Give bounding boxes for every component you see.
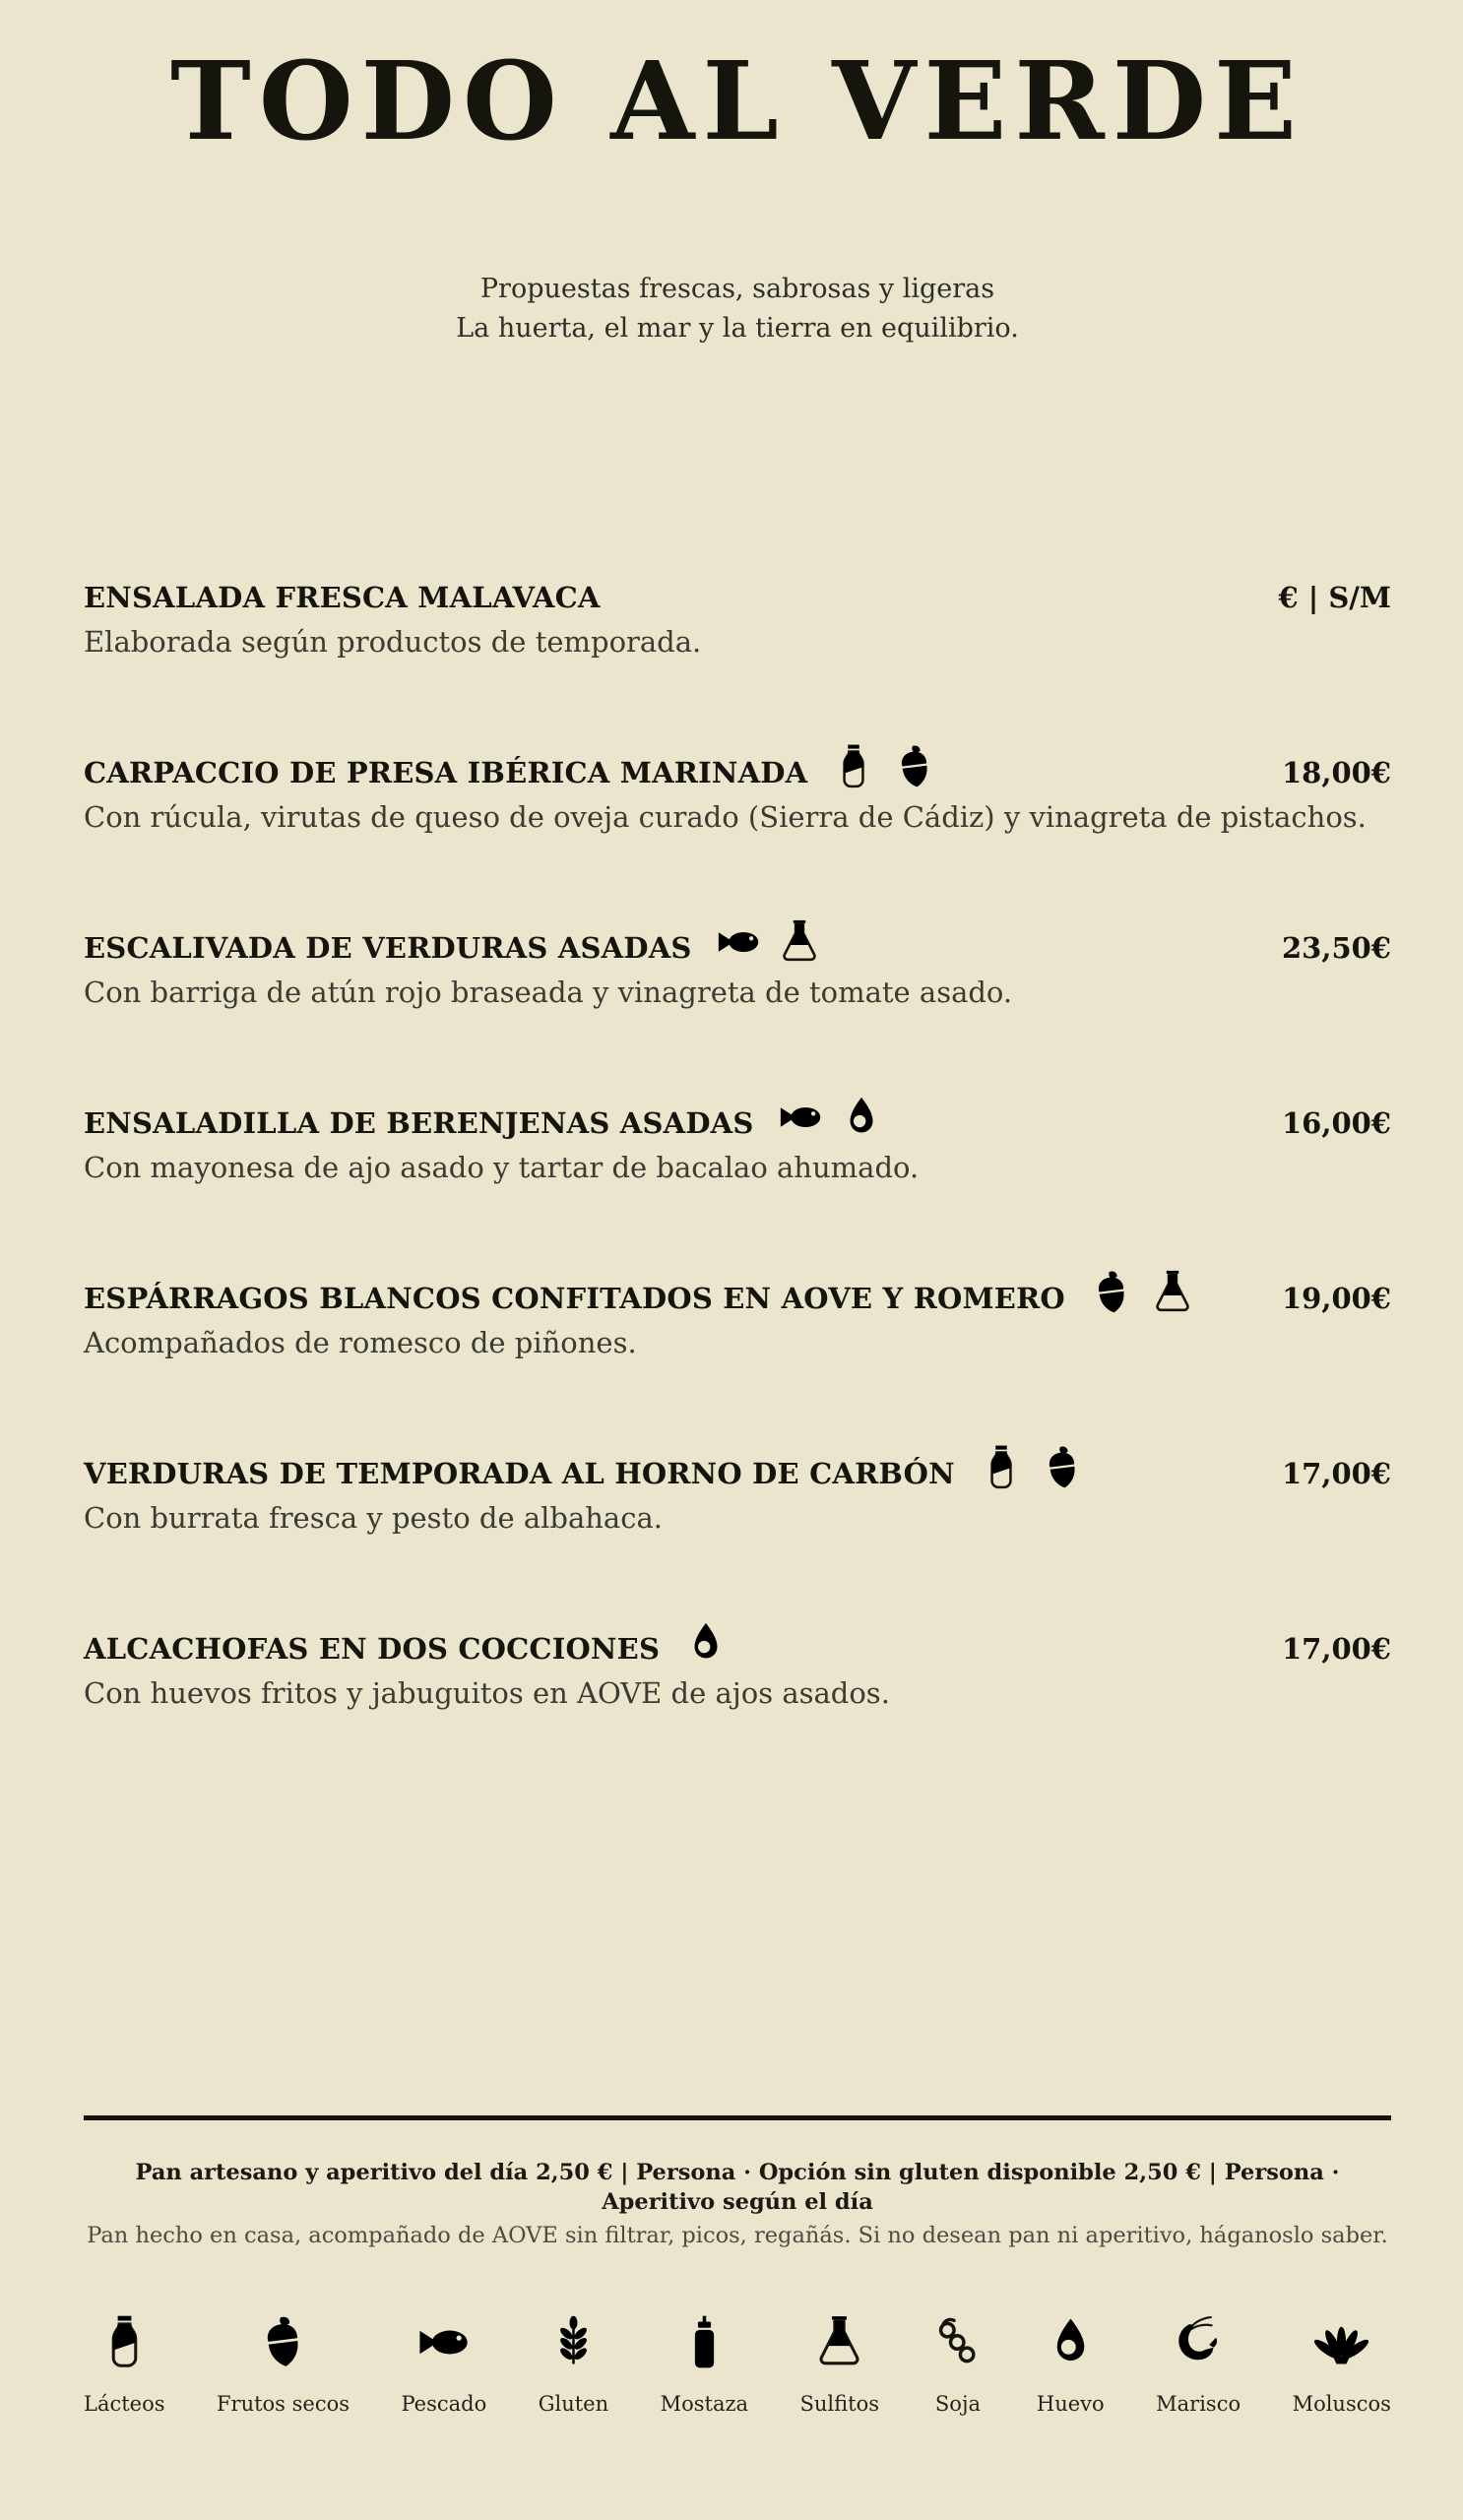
menu-item-head [84,1445,1391,1490]
menu-item-description: Con huevos fritos y jabuguitos en AOVE de ajos asados. [84,1676,890,1710]
menu-item-description: Elaborada según productos de temporada. [84,625,702,659]
legend-item-label: Lácteos [84,2392,165,2416]
menu-item-head [84,569,1391,614]
legend-item [1293,2315,1391,2417]
acorn-icon [892,744,937,789]
legend-item [401,2315,486,2417]
legend-item-label: Pescado [401,2392,487,2416]
milk-bottle-icon [979,1445,1024,1490]
menu-item-price: 17,00€ [1282,1457,1391,1490]
shrimp-icon [1172,2315,1226,2369]
legend-item [800,2315,880,2417]
page-subtitle [84,270,1391,348]
legend-item-label: Marisco [1156,2392,1241,2416]
menu-item-description: Con burrata fresca y pesto de albahaca. [84,1501,663,1535]
menu-item-name: ENSALADA FRESCA MALAVACA [84,581,601,614]
legend-item [661,2315,748,2417]
menu-item-head [84,1270,1391,1315]
legend-item [84,2315,165,2417]
menu-item-allergen-icons [716,919,822,965]
flask-icon [777,919,822,965]
acorn-icon [1089,1270,1134,1315]
menu-item [84,569,1391,744]
menu-item [84,1445,1391,1620]
legend-item [930,2315,985,2417]
subtitle-line-1: Propuestas frescas, sabrosas y ligeras [479,274,995,304]
menu-item-name: ENSALADILLA DE BERENJENAS ASADAS [84,1106,754,1140]
menu-item-price: 18,00€ [1282,756,1391,789]
menu-item-allergen-icons [1089,1270,1195,1315]
bread-note: Pan hecho en casa, acompañado de AOVE sin filtrar, picos, regañás. Si no desean pan ni aperitivo, háganoslo saber. [87,2223,1388,2248]
bread-note-bold: Pan artesano y aperitivo del día 2,50 € | Persona · Opción sin gluten disponible 2,50 € | Persona · Aperitivo según el día [135,2160,1340,2215]
menu-item-name: ESPÁRRAGOS BLANCOS CONFITADOS EN AOVE Y ROMERO [84,1282,1065,1315]
menu-item-head [84,744,1391,789]
menu-footer [84,2158,1391,2417]
legend-item [217,2315,350,2417]
wheat-icon [546,2315,601,2369]
legend-item-label: Huevo [1036,2392,1105,2416]
menu-item-list [84,569,1391,1796]
milk-bottle-icon [97,2315,152,2369]
egg-icon [839,1095,884,1140]
menu-header [84,37,1391,348]
legend-item-label: Frutos secos [216,2392,350,2416]
menu-item-price: 23,50€ [1282,931,1391,965]
menu-item-price: 17,00€ [1282,1632,1391,1666]
soy-pod-icon [930,2315,985,2369]
menu-item-allergen-icons [979,1445,1085,1490]
egg-icon [683,1620,729,1666]
menu-item [84,1270,1391,1445]
page-title: TODO AL VERDE [169,37,1304,164]
legend-item [539,2315,608,2417]
menu-item-price: 16,00€ [1282,1106,1391,1140]
menu-item [84,1095,1391,1270]
menu-item-description: Acompañados de romesco de piñones. [84,1326,637,1359]
menu-item-name: ALCACHOFAS EN DOS COCCIONES [84,1632,661,1666]
legend-item-label: Mostaza [660,2392,749,2416]
mustard-bottle-icon [677,2315,732,2369]
legend-item-label: Moluscos [1292,2392,1391,2416]
menu-item-description: Con rúcula, virutas de queso de oveja curado (Sierra de Cádiz) y vinagreta de pistachos. [84,800,1367,834]
allergen-legend [84,2315,1391,2417]
menu-item-price: 19,00€ [1282,1282,1391,1315]
egg-icon [1044,2315,1098,2369]
acorn-icon [256,2315,310,2369]
menu-item-head [84,1095,1391,1140]
milk-bottle-icon [831,744,876,789]
acorn-icon [1040,1445,1085,1490]
menu-item [84,744,1391,919]
subtitle-line-2: La huerta, el mar y la tierra en equilibrio. [456,313,1019,344]
menu-item-allergen-icons [778,1095,884,1140]
flask-icon [1150,1270,1195,1315]
menu-item [84,919,1391,1095]
fish-icon [778,1095,823,1140]
legend-item [1037,2315,1105,2417]
menu-item-description: Con mayonesa de ajo asado y tartar de bacalao ahumado. [84,1151,920,1184]
footer-divider [84,2115,1391,2120]
menu-item-name: VERDURAS DE TEMPORADA AL HORNO DE CARBÓN [84,1457,955,1490]
legend-item-label: Soja [934,2392,981,2416]
shell-icon [1314,2315,1368,2369]
menu-item-head [84,1620,1391,1666]
menu-item-head [84,919,1391,965]
menu-item-name: ESCALIVADA DE VERDURAS ASADAS [84,931,692,965]
legend-item-label: Sulfitos [799,2392,879,2416]
legend-item [1156,2315,1240,2417]
menu-item-name: CARPACCIO DE PRESA IBÉRICA MARINADA [84,756,808,789]
menu-item-description: Con barriga de atún rojo braseada y vinagreta de tomate asado. [84,976,1013,1009]
fish-icon [416,2315,471,2369]
fish-icon [716,919,761,965]
flask-icon [812,2315,866,2369]
menu-item-price: € | S/M [1278,581,1391,614]
menu-item-allergen-icons [683,1620,729,1666]
legend-item-label: Gluten [538,2392,609,2416]
menu-item-allergen-icons [831,744,937,789]
menu-item [84,1620,1391,1796]
